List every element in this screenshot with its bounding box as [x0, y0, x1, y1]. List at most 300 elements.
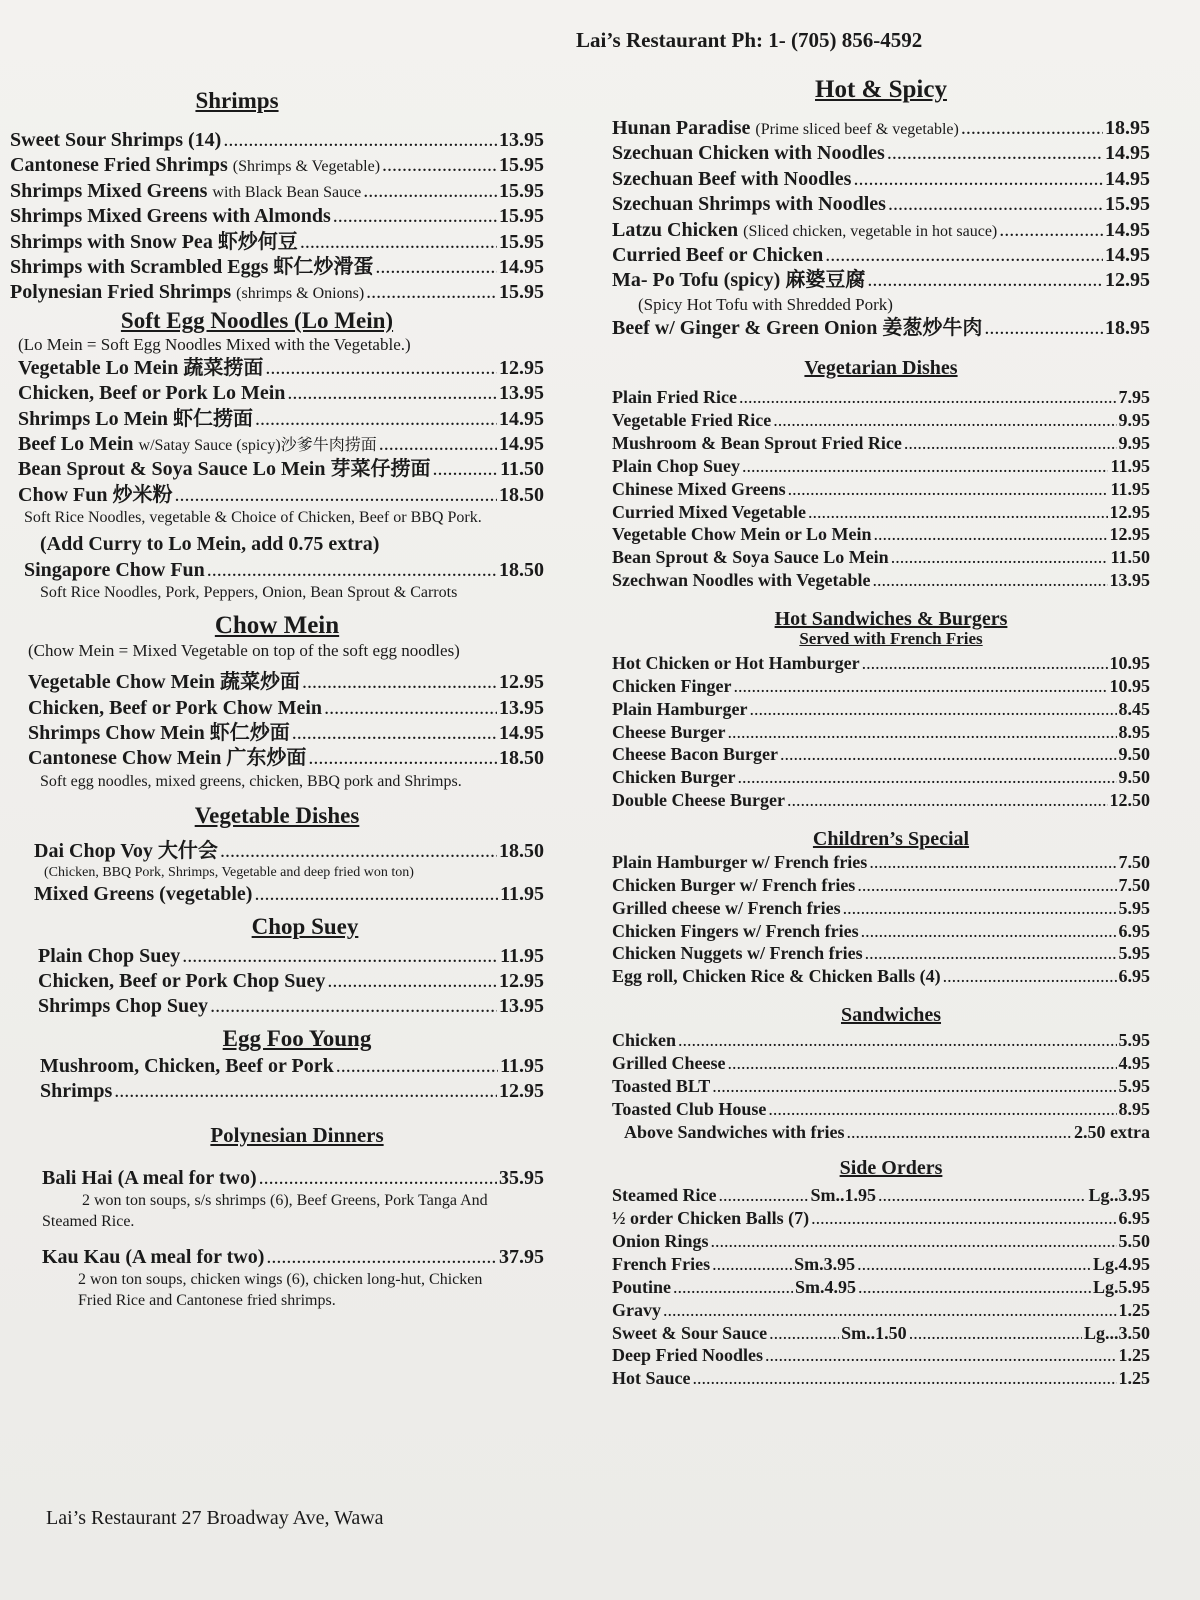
item-price: 9.95: [1118, 432, 1150, 453]
dai-chop-voy-note: (Chicken, BBQ Pork, Shrimps, Vegetable and deep fried won ton): [44, 865, 414, 880]
item-price: 4.95: [1118, 1052, 1150, 1073]
menu-item: [612, 965, 1150, 988]
menu-item-sandwich-fries: [612, 1121, 1150, 1144]
leader-dots: [878, 1184, 1087, 1207]
item-name-text: Polynesian Fried Shrimps: [10, 281, 232, 304]
item-name-text: Ma- Po Tofu (spicy) 麻婆豆腐: [612, 269, 866, 292]
children-list: [612, 851, 1150, 988]
item-name: [612, 1075, 710, 1098]
section-title-lomein: Soft Egg Noodles (Lo Mein): [120, 307, 394, 333]
item-name: [612, 268, 865, 293]
leader-dots: [873, 523, 1107, 546]
leader-dots: [788, 478, 1109, 501]
section-title-chop-suey: Chop Suey: [251, 913, 359, 939]
item-name-text: Vegetable Chow Mein 蔬菜炒面: [28, 671, 301, 694]
item-name-text: Chow Fun 炒米粉: [18, 483, 173, 506]
item-price-large: Lg..3.95: [1088, 1185, 1150, 1206]
menu-item: [612, 851, 1150, 874]
leader-dots: [678, 1029, 1116, 1052]
menu-item: [10, 153, 544, 178]
hot-section: [612, 76, 1150, 341]
item-name: French Fries: [612, 1254, 711, 1274]
item-name-text: Curried Mixed Vegetable: [612, 501, 806, 522]
item-name: [10, 255, 373, 280]
item-name: [28, 746, 306, 771]
item-price: 14.95: [499, 255, 544, 278]
item-name: [38, 969, 325, 994]
leader-dots: [432, 457, 498, 482]
item-name: [18, 457, 430, 482]
menu-item: [612, 546, 1150, 569]
item-name: [612, 965, 941, 988]
item-name-text: Shrimps Lo Mein 虾仁捞面: [18, 407, 254, 430]
item-name: [10, 128, 221, 153]
item-name: [612, 766, 736, 789]
menu-item: [18, 381, 544, 406]
item-price: 11.95: [500, 944, 544, 967]
item-price: 12.95: [499, 356, 544, 379]
menu-item: [612, 167, 1150, 192]
item-price: 11.95: [500, 1054, 544, 1077]
item-price: 7.50: [1118, 874, 1150, 895]
item-name: [612, 1029, 676, 1052]
item-name: Steamed Rice: [612, 1185, 717, 1206]
item-price: 14.95: [1105, 243, 1150, 266]
menu-item-sweet-sour-sauce: [612, 1322, 1150, 1345]
item-name-text: Shrimps Chop Suey: [38, 995, 209, 1018]
item-price: 8.95: [1118, 1098, 1150, 1119]
item-price-large: Lg.4.95: [1092, 1254, 1150, 1274]
menu-item-poutine: [612, 1276, 1150, 1299]
item-price: 15.95: [499, 154, 544, 177]
item-price: 8.95: [1118, 721, 1150, 742]
leader-dots: [382, 153, 497, 178]
menu-item: [28, 721, 544, 746]
lomein-list: [10, 356, 544, 508]
footer-address: Lai’s Restaurant 27 Broadway Ave, Wawa: [46, 1507, 384, 1529]
leader-dots: [324, 696, 497, 721]
item-price: 15.95: [499, 230, 544, 253]
leader-dots: [869, 851, 1116, 874]
item-name-text: Chicken, Beef or Pork Chow Mein: [28, 696, 323, 719]
menu-item-bali-hai: [10, 1166, 544, 1191]
item-name: Sweet & Sour Sauce: [612, 1322, 768, 1343]
item-name-text: Curried Beef or Chicken: [612, 243, 824, 266]
item-price: 14.95: [1105, 167, 1150, 190]
menu-item: [38, 944, 544, 969]
item-name-text: Chicken Nuggets w/ French fries: [612, 943, 863, 964]
item-price: 12.95: [1105, 269, 1150, 292]
item-name-text: Plain Fried Rice: [612, 387, 737, 408]
menu-item: [10, 179, 544, 204]
leader-dots: [858, 1276, 1091, 1299]
item-price: 5.95: [1118, 1075, 1150, 1096]
item-name-text: Chinese Mixed Greens: [612, 478, 786, 499]
section-title-burgers: Hot Sandwiches & Burgers: [774, 607, 1008, 630]
item-price: 8.45: [1118, 698, 1150, 719]
kau-kau-note: 2 won ton soups, chicken wings (6), chicken long-hut, Chicken Fried Rice and Cantonese fried shrimps.: [78, 1270, 483, 1309]
leader-dots: [857, 874, 1116, 897]
menu-item-steamed-rice: [612, 1184, 1150, 1207]
leader-dots: [984, 316, 1103, 341]
item-name: Gravy: [612, 1299, 661, 1320]
leader-dots: [750, 698, 1117, 721]
leader-dots: [843, 897, 1117, 920]
item-name: Above Sandwiches with fries: [624, 1121, 845, 1142]
item-name: [612, 942, 863, 965]
mapo-note: (Spicy Hot Tofu with Shredded Pork): [638, 294, 893, 314]
item-name: [612, 698, 748, 721]
menu-item: [612, 698, 1150, 721]
item-name-text: Szechuan Chicken with Noodles: [612, 142, 885, 165]
menu-item: [612, 1052, 1150, 1075]
leader-dots: [718, 1184, 808, 1207]
menu-item: [10, 230, 544, 255]
item-price: 10.95: [1109, 675, 1150, 696]
item-price: 12.95: [1109, 524, 1150, 545]
item-name-text: Mushroom & Bean Sprout Fried Rice: [612, 432, 902, 453]
item-name: [612, 897, 841, 920]
chopsuey-list: [10, 944, 544, 1020]
item-name-text: Hot Chicken or Hot Hamburger: [612, 652, 860, 673]
leader-dots: [254, 882, 498, 907]
section-title-hot-spicy: Hot & Spicy: [815, 76, 947, 103]
leader-dots: [727, 1052, 1116, 1075]
item-name: [612, 192, 886, 217]
item-price: 12.95: [499, 969, 544, 992]
item-name-text: Chicken, Beef or Pork Lo Mein: [18, 382, 286, 405]
item-name-text: Vegetable Chow Mein or Lo Mein: [612, 524, 872, 545]
item-price: 11.50: [1110, 547, 1150, 568]
menu-item: [612, 268, 1150, 293]
item-price: 15.95: [1105, 193, 1150, 216]
menu-item: [28, 670, 544, 695]
section-title-children: Children’s Special: [812, 827, 970, 850]
item-name-text: Plain Chop Suey: [612, 455, 741, 476]
leader-dots: [210, 994, 497, 1019]
item-price: 10.95: [1109, 652, 1150, 673]
item-name: [28, 670, 300, 695]
item-price: 9.95: [1118, 410, 1150, 431]
leader-dots: [259, 1166, 497, 1191]
left-column: [10, 84, 544, 1312]
leader-dots: [375, 255, 497, 280]
item-name-text: Chicken: [612, 1030, 677, 1051]
item-name: [10, 204, 331, 229]
item-name-text: Szechuan Shrimps with Noodles: [612, 193, 886, 216]
section-title-sides: Side Orders: [839, 1157, 943, 1180]
item-name: [612, 920, 859, 943]
item-price: 15.95: [499, 205, 544, 228]
burgers-subtitle: Served with French Fries: [799, 628, 983, 648]
menu-item: [612, 478, 1150, 501]
item-name: [612, 116, 959, 141]
leader-dots: [865, 942, 1117, 965]
leader-dots: [223, 128, 497, 153]
shrimps-list: [10, 128, 544, 306]
leader-dots: [739, 386, 1117, 409]
item-name-text: Cantonese Chow Mein 广东炒面: [28, 747, 307, 770]
menu-item: [612, 523, 1150, 546]
item-description: (Sliced chicken, vegetable in hot sauce): [743, 222, 998, 240]
section-title-shrimps: Shrimps: [195, 88, 279, 113]
item-price: 11.95: [500, 883, 544, 906]
leader-dots: [909, 1322, 1082, 1345]
menu-item: [612, 116, 1150, 141]
menu-item: [18, 457, 544, 482]
leader-dots: [847, 1121, 1073, 1144]
item-name: Deep Fried Noodles: [612, 1345, 763, 1366]
leader-dots: [773, 409, 1116, 432]
menu-item-kau-kau: [10, 1245, 544, 1270]
menu-item: [612, 192, 1150, 217]
menu-item: [10, 128, 544, 153]
leader-dots: [780, 743, 1117, 766]
item-price: 15.95: [499, 281, 544, 304]
item-price: 13.95: [499, 382, 544, 405]
menu-item-onion-rings: [612, 1230, 1150, 1253]
lomein-note: (Lo Mein = Soft Egg Noodles Mixed with the Vegetable.): [18, 334, 411, 354]
item-price: 37.95: [499, 1245, 544, 1268]
leader-dots: [867, 268, 1103, 293]
item-price: 18.50: [499, 747, 544, 770]
phone-line: Lai’s Restaurant Ph: 1- (705) 856-4592: [576, 28, 923, 52]
item-price: 35.95: [499, 1166, 544, 1189]
menu-item: [612, 432, 1150, 455]
item-name: [18, 483, 172, 508]
item-name: [612, 569, 871, 592]
leader-dots: [663, 1299, 1117, 1322]
item-price-large: Lg...3.50: [1083, 1322, 1150, 1343]
item-name: [612, 743, 778, 766]
item-name: [612, 409, 771, 432]
item-price: 12.95: [499, 1080, 544, 1103]
item-price: 12.95: [499, 671, 544, 694]
menu-item: [612, 789, 1150, 812]
leader-dots: [333, 204, 497, 229]
menu-item-gravy: [612, 1299, 1150, 1322]
item-name: [28, 696, 322, 721]
item-name-text: Chicken Burger w/ French fries: [612, 874, 856, 895]
item-name-text: Szechwan Noodles with Vegetable: [612, 570, 871, 591]
leader-dots: [768, 1098, 1116, 1121]
item-name-text: Plain Hamburger: [612, 698, 748, 719]
section-title-polynesian: Polynesian Dinners: [210, 1122, 384, 1147]
vegetarian-list: [612, 386, 1150, 592]
item-price-small: Sm..1.95: [810, 1185, 876, 1206]
item-price: 13.95: [499, 696, 544, 719]
menu-item: [10, 255, 544, 280]
item-price-small: Sm..1.50: [841, 1322, 907, 1343]
item-price: 12.95: [1109, 501, 1150, 522]
item-price: 12.50: [1109, 790, 1150, 811]
menu-item-chicken-balls: [612, 1207, 1150, 1230]
item-name: [10, 230, 298, 255]
leader-dots: [266, 1245, 497, 1270]
item-price: 5.95: [1118, 897, 1150, 918]
item-name: [38, 994, 208, 1019]
item-price: 13.95: [1109, 570, 1150, 591]
item-name-text: Toasted BLT: [612, 1075, 711, 1096]
leader-dots: [712, 1075, 1116, 1098]
item-price: 5.95: [1118, 1030, 1150, 1051]
leader-dots: [711, 1230, 1117, 1253]
menu-item: [28, 696, 544, 721]
item-name-text: Beef Lo Mein: [18, 433, 134, 455]
menu-item: [612, 141, 1150, 166]
item-price: 18.50: [499, 839, 544, 862]
item-price: 18.95: [1105, 117, 1150, 139]
item-price: 11.95: [1110, 478, 1150, 499]
menu-item: [18, 483, 544, 508]
item-name: [612, 218, 997, 243]
item-price: 6.95: [1118, 1208, 1150, 1229]
item-price-large: Lg.5.95: [1092, 1276, 1150, 1297]
leader-dots: [904, 432, 1117, 455]
leader-dots: [857, 1253, 1091, 1276]
item-name: [10, 280, 364, 305]
item-description: with Black Bean Sauce: [212, 183, 362, 201]
item-name-text: Shrimps: [40, 1080, 113, 1103]
item-name: [18, 407, 253, 432]
item-price: 6.95: [1118, 966, 1150, 987]
menu-item: [612, 743, 1150, 766]
singapore-note: Soft Rice Noodles, Pork, Peppers, Onion, Bean Sprout & Carrots: [40, 584, 458, 602]
section-title-egg-foo-young: Egg Foo Young: [222, 1025, 372, 1051]
menu-item: [612, 920, 1150, 943]
leader-dots: [742, 455, 1108, 478]
menu-item: [38, 969, 544, 994]
leader-dots: [114, 1079, 497, 1104]
item-name-text: Shrimps with Snow Pea 虾炒何豆: [10, 230, 298, 253]
item-price: 7.95: [1118, 387, 1150, 408]
menu-item: [612, 218, 1150, 243]
menu-item-dai-chop-voy: [10, 839, 544, 864]
menu-item: [612, 386, 1150, 409]
item-price: 13.95: [499, 995, 544, 1018]
item-price: 11.50: [500, 458, 544, 481]
item-name: [612, 141, 885, 166]
item-name: [10, 179, 361, 204]
leader-dots: [734, 675, 1108, 698]
item-name: [612, 523, 871, 546]
leader-dots: [174, 483, 497, 508]
section-title-vegetable: Vegetable Dishes: [194, 802, 360, 828]
leader-dots: [308, 746, 497, 771]
item-price: 2.50 extra: [1074, 1121, 1150, 1142]
leader-dots: [769, 1322, 839, 1345]
item-name: [10, 153, 380, 178]
leader-dots: [887, 141, 1103, 166]
item-name-text: Chicken Fingers w/ French fries: [612, 920, 859, 941]
menu-item-mixed-greens: [10, 882, 544, 907]
leader-dots: [182, 944, 498, 969]
leader-dots: [693, 1367, 1117, 1390]
menu-item: [10, 204, 544, 229]
leader-dots: [891, 546, 1109, 569]
item-price: 14.95: [1105, 218, 1150, 241]
item-name: [18, 356, 263, 381]
item-name-text: Shrimps Mixed Greens: [10, 179, 208, 202]
item-price-small: Sm.3.95: [794, 1254, 856, 1274]
menu-item: [38, 994, 544, 1019]
item-name: [612, 675, 732, 698]
item-name: [612, 243, 823, 268]
item-price: 14.95: [499, 433, 544, 455]
eggfooyoung-list: [10, 1054, 544, 1105]
item-price: 13.95: [499, 129, 544, 151]
leader-dots: [255, 407, 497, 432]
item-name-text: Toasted Club House: [612, 1098, 767, 1119]
item-name-text: Double Cheese Burger: [612, 790, 785, 811]
leader-dots: [327, 969, 497, 994]
item-price: 9.50: [1118, 744, 1150, 765]
section-title-sandwiches: Sandwiches: [840, 1004, 942, 1027]
sandwiches-list: [612, 1029, 1150, 1120]
chow-fun-note: Soft Rice Noodles, vegetable & Choice of Chicken, Beef or BBQ Pork.: [24, 509, 482, 527]
item-name: Hot Sauce: [612, 1368, 691, 1389]
item-name: [40, 1079, 112, 1104]
leader-dots: [888, 192, 1103, 217]
item-name-text: Shrimps Mixed Greens with Almonds: [10, 205, 331, 228]
item-price-small: Sm.4.95: [795, 1276, 857, 1297]
menu-item: [612, 874, 1150, 897]
item-name: Beef w/ Ginger & Green Onion 姜葱炒牛肉: [612, 316, 983, 339]
item-name: Bali Hai (A meal for two): [42, 1166, 257, 1189]
item-description: (shrimps & Onions): [236, 285, 365, 303]
item-name-text: Bean Sprout & Soya Sauce Lo Mein 芽菜仔捞面: [18, 458, 431, 481]
item-name: Dai Chop Voy 大什会: [34, 839, 218, 862]
leader-dots: [765, 1344, 1117, 1367]
menu-item-hot-sauce: [612, 1367, 1150, 1390]
item-name-text: Mushroom, Chicken, Beef or Pork: [40, 1054, 334, 1077]
menu-item-singapore: [10, 558, 544, 583]
item-name: Onion Rings: [612, 1231, 709, 1252]
menu-item: [18, 407, 544, 432]
menu-item: [612, 652, 1150, 675]
item-name-text: Shrimps Chow Mein 虾仁炒面: [28, 722, 290, 745]
item-price: 5.95: [1118, 943, 1150, 964]
item-price: 5.50: [1118, 1231, 1150, 1252]
menu-item-deep-fried-noodles: [612, 1344, 1150, 1367]
item-name: [18, 381, 285, 406]
chowmein-list: [10, 670, 544, 772]
menu-item: [612, 569, 1150, 592]
item-name: Poutine: [612, 1276, 672, 1297]
leader-dots: [825, 243, 1103, 268]
leader-dots: [207, 558, 497, 583]
leader-dots: [366, 280, 497, 305]
right-column: [612, 76, 1150, 1390]
leader-dots: [265, 356, 497, 381]
menu-item: [612, 455, 1150, 478]
item-name: [38, 944, 180, 969]
menu-item: [612, 721, 1150, 744]
menu-item-french-fries: [612, 1253, 1150, 1276]
menu-item: [612, 409, 1150, 432]
leader-dots: [811, 1207, 1116, 1230]
item-name-text: Grilled cheese w/ French fries: [612, 897, 841, 918]
item-name-text: Plain Chop Suey: [38, 944, 181, 967]
leader-dots: [363, 179, 497, 204]
leader-dots: [712, 1253, 792, 1276]
item-name: [612, 652, 860, 675]
leader-dots: [787, 789, 1108, 812]
menu-item: [18, 432, 544, 457]
item-price: 1.25: [1118, 1345, 1150, 1366]
item-description: w/Satay Sauce (spicy)沙爹牛肉捞面: [138, 437, 377, 454]
menu-item: [612, 1029, 1150, 1052]
